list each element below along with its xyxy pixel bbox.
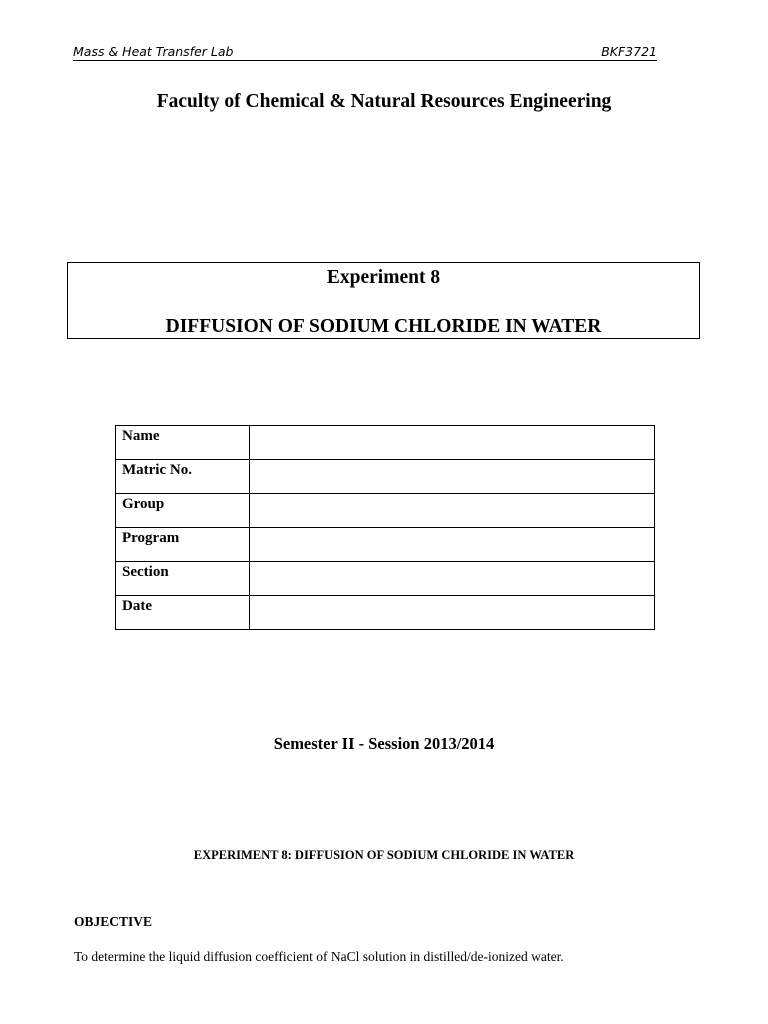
table-row — [116, 494, 655, 528]
name-field[interactable] — [249, 426, 654, 460]
section-label: Section — [116, 562, 250, 596]
experiment-section-heading: EXPERIMENT 8: DIFFUSION OF SODIUM CHLORIDE IN WATER — [193, 848, 575, 862]
objective-text: To determine the liquid diffusion coefficient of NaCl solution in distilled/de-ionized water. — [74, 949, 564, 964]
header-course-name: Mass & Heat Transfer Lab — [73, 44, 234, 59]
matric-no-field[interactable] — [249, 460, 654, 494]
table-row — [116, 426, 655, 460]
page-header — [73, 44, 657, 61]
section-field[interactable] — [249, 562, 654, 596]
matric-no-label: Matric No. — [116, 460, 250, 494]
date-field[interactable] — [249, 596, 654, 630]
student-info-table — [115, 425, 655, 630]
group-label: Group — [116, 494, 250, 528]
header-course-code: BKF3721 — [601, 44, 657, 59]
name-label: Name — [116, 426, 250, 460]
table-row — [116, 596, 655, 630]
table-row — [116, 460, 655, 494]
experiment-title-box — [67, 262, 700, 339]
experiment-number: Experiment 8 — [326, 267, 441, 288]
table-row — [116, 528, 655, 562]
experiment-title: DIFFUSION OF SODIUM CHLORIDE IN WATER — [165, 316, 602, 337]
objective-heading: OBJECTIVE — [74, 914, 153, 929]
program-field[interactable] — [249, 528, 654, 562]
semester-session: Semester II - Session 2013/2014 — [273, 734, 495, 753]
group-field[interactable] — [249, 494, 654, 528]
table-row — [116, 562, 655, 596]
date-label: Date — [116, 596, 250, 630]
program-label: Program — [116, 528, 250, 562]
faculty-title: Faculty of Chemical & Natural Resources Engineering — [156, 91, 612, 112]
